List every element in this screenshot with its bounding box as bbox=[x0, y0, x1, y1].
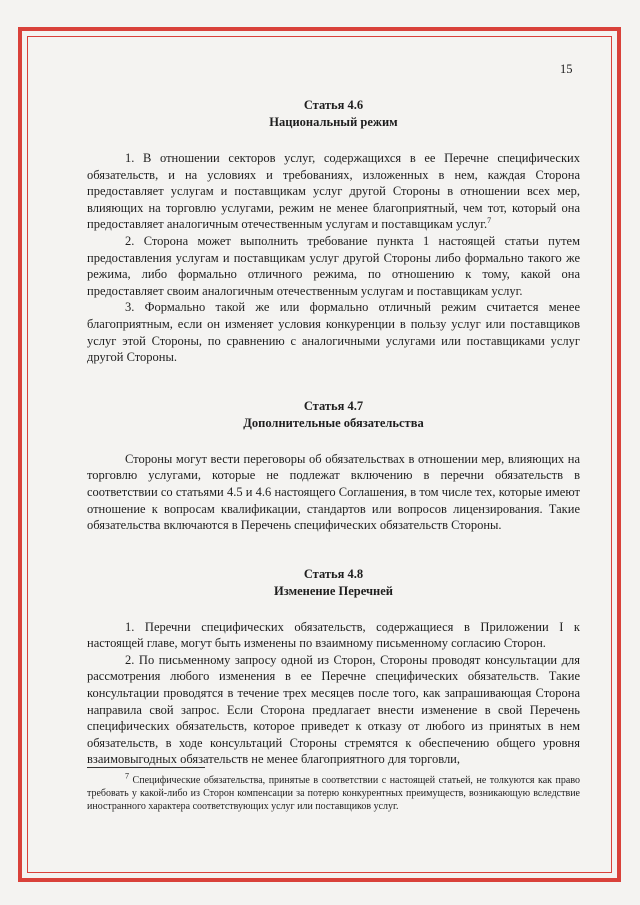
paragraph: 3. Формально такой же или формально отличный режим считается менее благоприятным, если он изменяет условия конкуренции в пользу услуг или поставщиков услуг этой Стороны, по сравнению с аналогичными услугами или поставщиками услуг другой Стороны. bbox=[87, 300, 580, 365]
article-body bbox=[87, 619, 580, 768]
article-number: Статья 4.7 bbox=[303, 398, 364, 413]
footnote-mark: 7 bbox=[125, 771, 129, 781]
footnote-separator bbox=[87, 767, 205, 768]
article-4-6 bbox=[87, 97, 580, 366]
article-title: Изменение Перечней bbox=[274, 583, 393, 598]
paragraph: 2. По письменному запросу одной из Сторон, Стороны проводят консультации для рассмотрения любого изменения в ее Перечне специфических обязательств. Такие консультации проводятся в течение трех месяцев после того, как запрашивающая Сторона направила свой запрос. Если Сторона предлагает внести изменение в свой Перечень специфических обязательств, которое приведет к отказу от любого из принятых в нем обязательств, в ходе консультаций Стороны стремятся к обеспечению общего уровня взаимовыгодных обязательств не менее благоприятного для торговли, bbox=[87, 652, 580, 767]
footnote bbox=[87, 771, 581, 813]
paragraph: 1. Перечни специфических обязательств, содержащиеся в Приложении I к настоящей главе, могут быть изменены по взаимному письменному согласию Сторон. bbox=[87, 619, 580, 651]
article-number: Статья 4.6 bbox=[303, 98, 364, 112]
document-body bbox=[87, 56, 580, 768]
article-title: Дополнительные обязательства bbox=[243, 415, 424, 430]
article-number: Статья 4.8 bbox=[303, 566, 364, 581]
page-number: 15 bbox=[560, 62, 573, 76]
article-title: Национальный режим bbox=[269, 115, 398, 129]
paragraph: 1. В отношении секторов услуг, содержащихся в ее Перечне специфических обязательств, и на условиях и требованиях, изложенных в нем, каждая Сторона предоставляет услугам и поставщикам услуг другой Стороны в отношении всех мер, влияющих на торговлю услугами, режим не менее благоприятный, чем тот, который она предоставляет аналогичным отечественным услугам и поставщикам услуг.$^7$ bbox=[87, 151, 580, 232]
article-4-8 bbox=[87, 566, 580, 768]
article-body bbox=[87, 150, 580, 366]
footnote-reference: 7 bbox=[487, 216, 492, 226]
paragraph: 2. Сторона может выполнить требование пункта 1 настоящей статьи путем предоставления услугам и поставщикам услуг другой Стороны либо формально такого же режима, либо формально отличного режима, по отношению к тому, какой она предоставляет своим аналогичным отечественным услугам и поставщикам услуг. bbox=[87, 233, 580, 298]
article-body bbox=[87, 451, 580, 534]
paragraph: Стороны могут вести переговоры об обязательствах в отношении мер, влияющих на торговлю услугами, которые не подлежат включению в перечни обязательств в соответствии со статьями 4.5 и 4.6 настоящего Соглашения, в том числе тех, которые имеют отношение к вопросам квалификации, стандартов или вопросов лицензирования. Такие обязательства включаются в Перечень специфических обязательств Стороны. bbox=[87, 451, 580, 533]
article-4-7 bbox=[87, 398, 580, 534]
footnote-text: Специфические обязательства, принятые в соответствии с настоящей статьей, не толкуются как право требовать у какой-либо из Сторон компенсации за потерю конкурентных преимуществ, возникающую вследствие иностранного характера соответствующих услуг или поставщиков услуг. bbox=[87, 775, 581, 812]
